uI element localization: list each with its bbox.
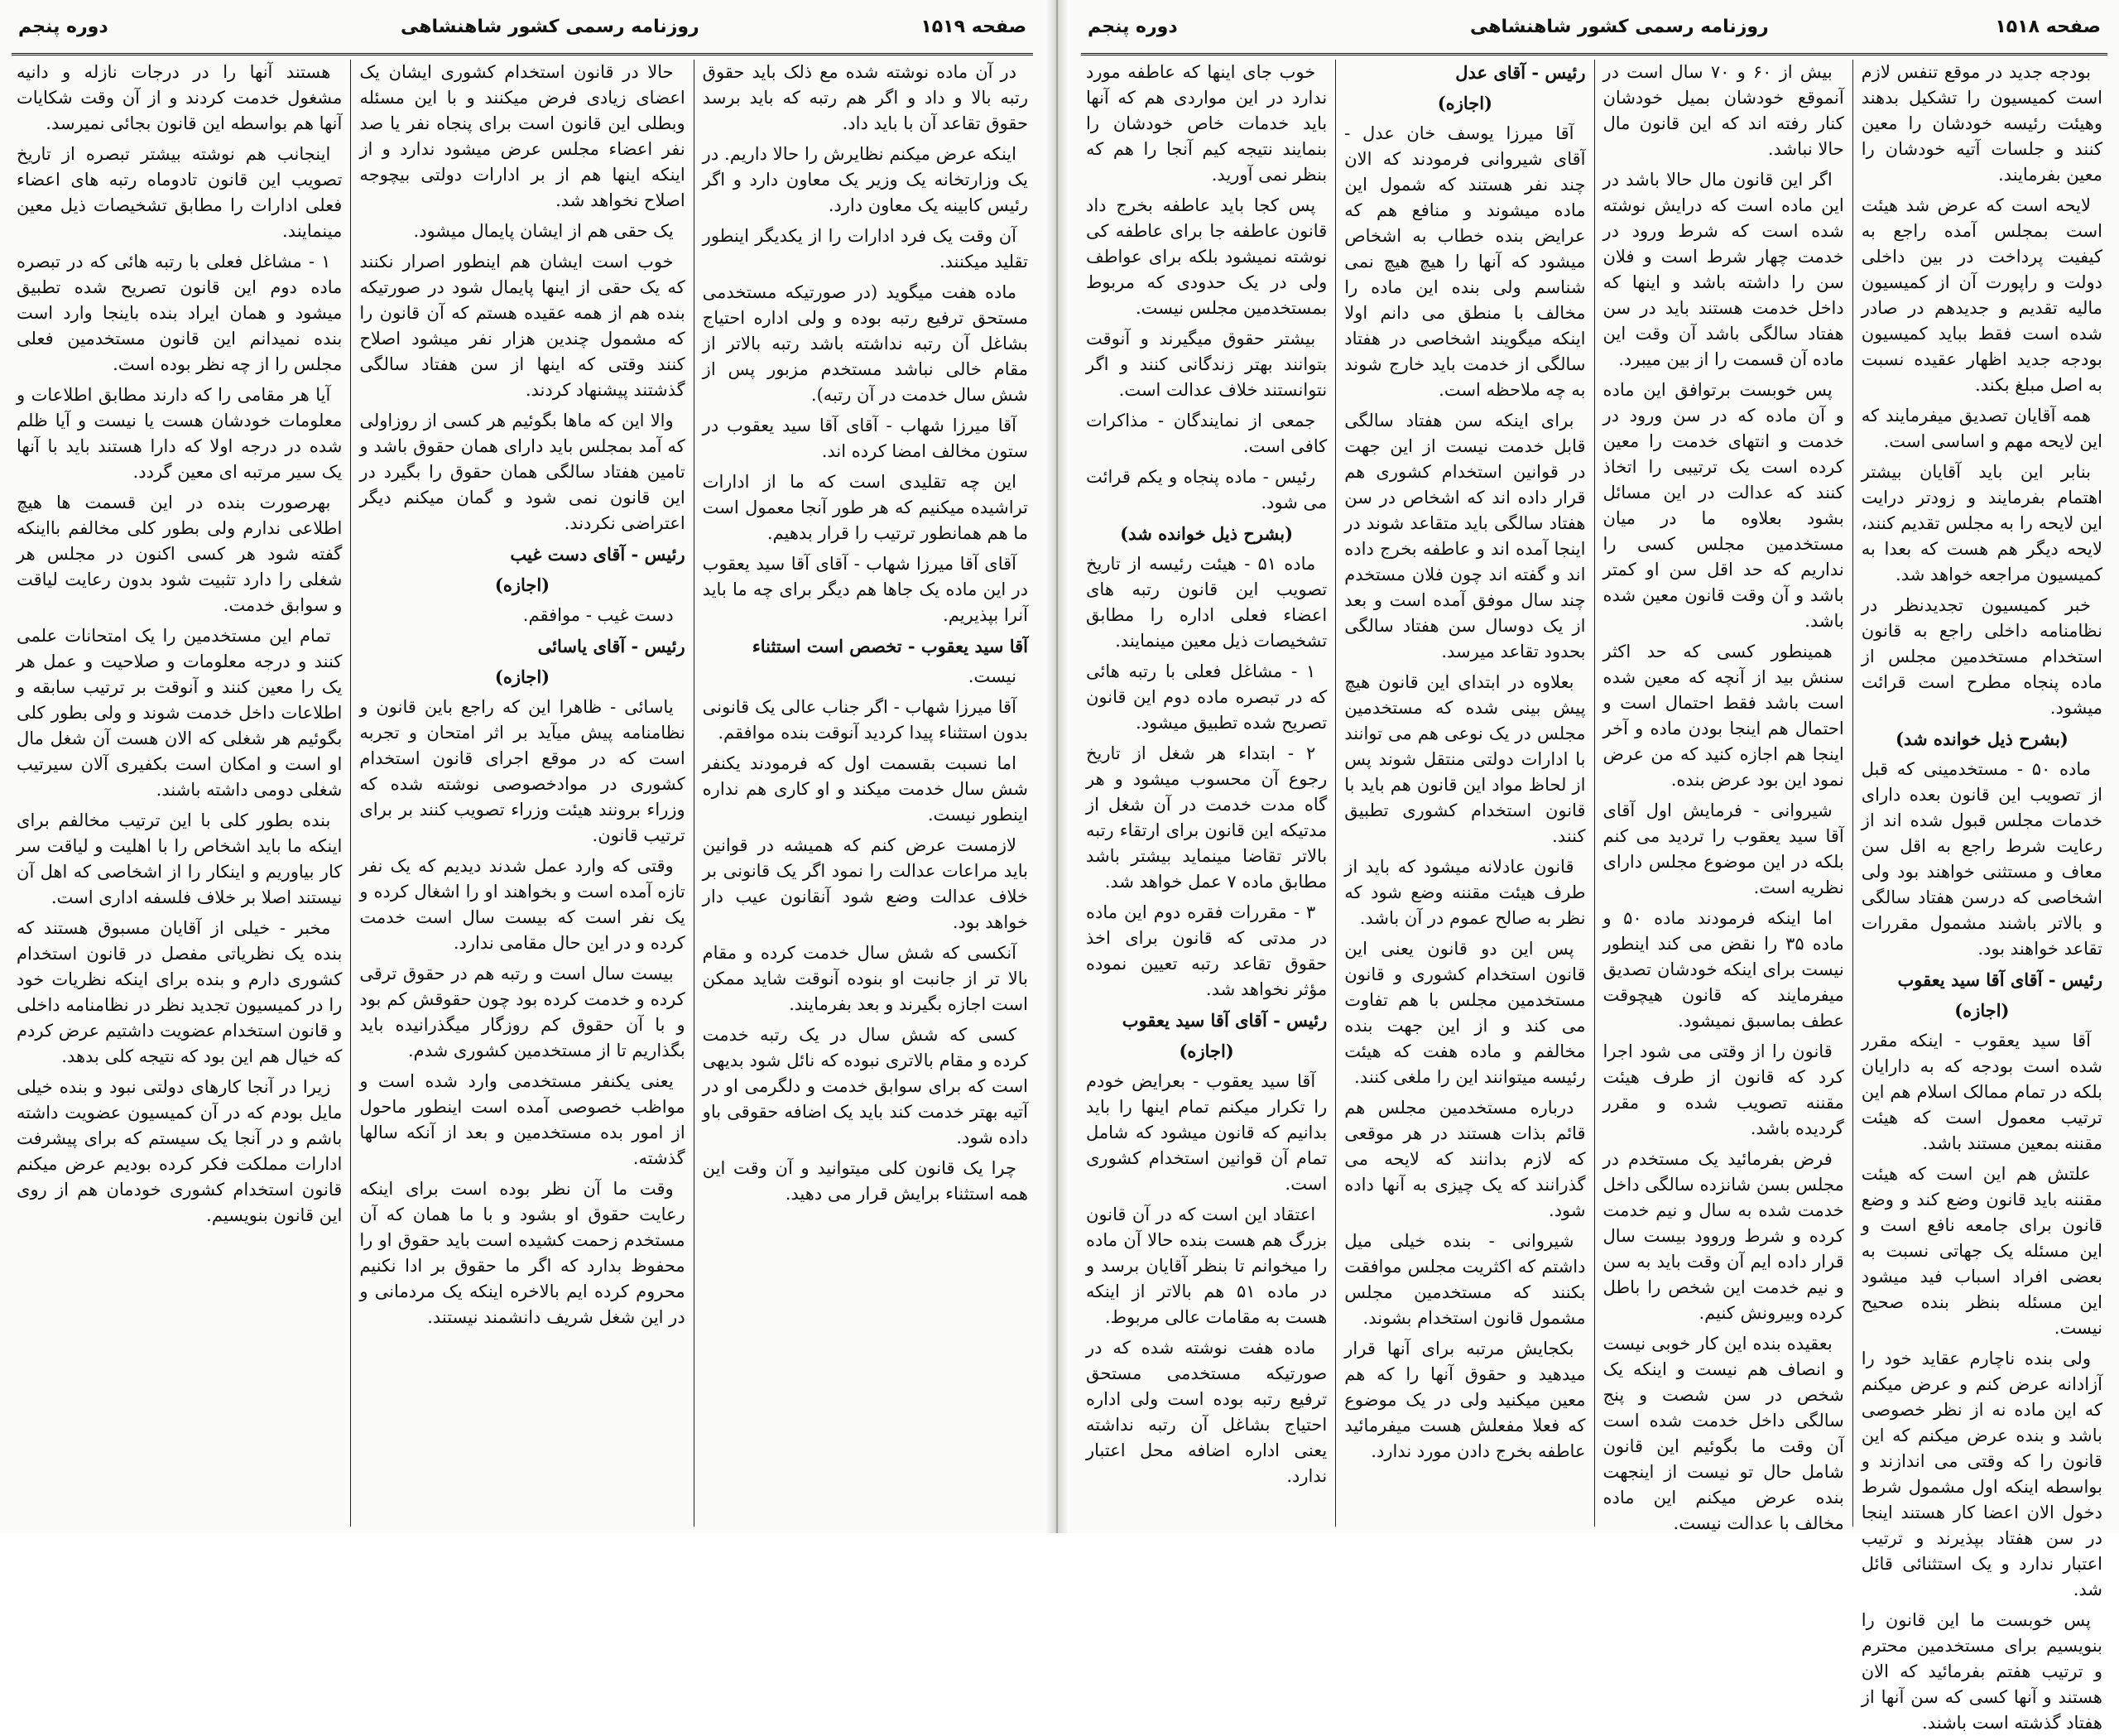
paragraph: آقا میرزا شهاب - اگر جناب عالی یک قانونی بدون استثناء پیدا کردید آنوقت بنده موافقم.	[702, 697, 1028, 743]
paragraph: جمعی از نمایندگان - مذاکرات کافی است.	[1086, 411, 1328, 456]
paragraph: هستند آنها را در درجات نازله و دانیه مشغول خدمت کردند و از آن وقت شکایات آنها هم بواسطه این قانون بجائی نمیرسد.	[17, 62, 343, 133]
paragraph: ۱ - مشاغل فعلی با رتبه هائی که در تبصره ماده دوم این قانون تصریح شده تطبیق میشود.	[1086, 661, 1328, 733]
speaker-line: رئیس - آقای یاسائی	[537, 636, 685, 656]
paragraph: پس خوبست برتوافق این ماده و آن ماده که در سن ورود در خدمت و انتهای خدمت را معین کرده است یک ترتیبی را اتخاذ کنند که عدالت در این مسائل بشود بعلاوه ما در میان مستخدمین مجلس کسی را نداریم که حد اقل سن او کمتر باشد و آن وقت قانون معین شده باشد.	[1602, 380, 1844, 631]
paragraph: یاسائی - ظاهرا این که راجع باین قانون و نظامنامه پیش میآید بر اثر امتحان و تجربه است که در موقع اجرای قانون استخدام کشوری در موادخصوصی نوشته شده که وزراء برونند هیئت وزراء تصویب کنند بر برای ترتیب قانون.	[359, 697, 685, 845]
paragraph: آیا هر مقامی را که دارند مطابق اطلاعات و معلومات خودشان هست یا نیست و آیا ظلم شده در درجه اولا که دارا هستند باید با آنها یک سیر مرتبه ای معین گردد.	[17, 385, 343, 482]
paragraph: اینکه عرض میکنم نظایرش را حالا داریم. در یک وزارتخانه یک وزیر یک معاون دارد و اگر رئیس کابینه یک معاون دارد.	[702, 144, 1028, 215]
permission-note: (اجازه)	[494, 666, 550, 687]
right-page-term: دوره پنجم	[1088, 17, 1178, 37]
paragraph: فرض بفرمائید یک مستخدم در مجلس بسن شانزده سالگی داخل خدمت شده به سال و نیم خدمت کرده و شرط وروود بیست سال قرار داده ایم آن وقت باید به سن و نیم خدمت این شخص را باطل کرده وبیرونش کنیم.	[1602, 1149, 1844, 1323]
paragraph: بهرصورت بنده در این قسمت ها هیچ اطلاعی ندارم ولی بطور کلی مخالفم بااینکه گفته شود هر کسی اکنون در مجلس هر شغلی را دارد تثبیت شود بدون رعایت لیاقت و سوابق خدمت.	[17, 493, 343, 615]
paragraph: ۱ - مشاغل فعلی با رتبه هائی که در تبصره ماده دوم این قانون تصریح شده تطبیق میشود و همان ایراد بنده باینجا وارد است بنده نمیدانم این قانون مستخدمین فعلی مجلس را از چه نظر بوده است.	[17, 252, 343, 374]
paragraph: کسی که شش سال در یک رتبه خدمت کرده و مقام بالاتری نبوده که نائل شود بدیهی است که برای سوابق خدمت و دلگرمی او در آتیه بهتر خدمت کند باید یک اضافه حقوقی باو داده شود.	[702, 1025, 1028, 1147]
paragraph: زیرا در آنجا کارهای دولتی نبود و بنده خیلی مایل بودم که در آن کمیسیون عضویت داشته باشم و در آنجا یک سیستم که برای پیشرفت ادارات مملکت فکر کرده بودیم عرض میکنم قانون استخدام کشوری خودمان هم از روی این قانون بنویسیم.	[17, 1077, 343, 1225]
read-note: (بشرح ذیل خوانده شد)	[1895, 729, 2069, 749]
paragraph: قانون عادلانه میشود که باید از طرف هیئت مقننه وضع شود که نظر به صالح عموم در آن باشد.	[1344, 857, 1586, 928]
paragraph: پس خوبست ما این قانون را بنویسیم برای مستخدمین محترم و ترتیب هفتم بفرمائید که الان هستند و آنها کسی که سن آنها از هفتاد گذشته است باشند.	[1861, 1610, 2102, 1733]
speaker-line: رئیس - آقای آقا سید یعقوب	[1122, 1010, 1328, 1031]
left-page-term: دوره پنجم	[18, 17, 108, 37]
right-page-column-3	[1335, 60, 1593, 1527]
paragraph: دست غیب - موافقم.	[522, 605, 674, 625]
speaker-line: رئیس - آقای عدل	[1455, 62, 1586, 83]
right-page-column-4	[1078, 60, 1335, 1527]
paragraph: همه آقایان تصدیق میفرمایند که این لایحه مهم و اساسی است.	[1861, 406, 2102, 451]
permission-note: (اجازه)	[494, 575, 550, 595]
paragraph: بودجه جدید در موقع تنفس لازم است کمیسیون را تشکیل بدهند وهیئت رئیسه خودشان را معین کنند و جلسات آتیه خودشان را معین بفرمایند.	[1861, 62, 2102, 185]
paragraph: تمام این مستخدمین را یک امتحانات علمی کنند و درجه معلومات و صلاحیت و عمل هر یک را معین کنند و آنوقت بر ترتیب سابقه و اطلاعات داخل خدمت شوند و ولی بطور کلی بگوئیم هر شغلی که الان هست آن شغل مال او است و امکان است بکفیری آلان سیرتیب شغلی دومی داشته باشند.	[17, 626, 343, 800]
paragraph: اعتقاد این است که در آن قانون بزرگ هم هست بنده حالا آن ماده را میخوانم تا بنظر آقایان برسد و در ماده ۵۱ هم بالاتر از اینکه هست به مقامات عالی مربوط.	[1086, 1205, 1328, 1327]
paragraph: این چه تقلیدی است که ما از ادارات تراشیده میکنیم که هر طور آنجا معمول است ما هم همانطور ترتیب را قرار بدهیم.	[702, 472, 1028, 543]
left-page-columns	[8, 60, 1036, 1527]
left-page-title: روزنامه رسمی کشور شاهنشاهی	[401, 17, 699, 37]
paragraph: بیشتر حقوق میگیرند و آنوقت بتوانند بهتر زندگانی کنند و اگر نتوانستند خلاف عدالت است.	[1086, 329, 1328, 400]
paragraph: ماده ۵۱ - هیئت رئیسه از تاریخ تصویب این قانون رتبه های اعضاء فعلی اداره را مطابق تشخیصات ذیل معین مینمایند.	[1086, 554, 1328, 651]
speaker-line: آقا سید یعقوب - تخصص است استثناء	[752, 636, 1028, 656]
speaker-line: رئیس - آقای دست غیب	[510, 544, 685, 565]
right-page-column-1	[1852, 60, 2111, 1733]
paragraph: آن وقت یک فرد ادارات را از یکدیگر اینطور تقلید میکنند.	[702, 226, 1028, 272]
paragraph: ۳ - مقررات فقره دوم این ماده در مدتی که قانون برای اخذ حقوق تقاعد رتبه تعیین نموده مؤثر نخواهد شد.	[1086, 902, 1328, 999]
paragraph: علتش هم این است که هیئت مقننه باید قانون وضع کند و وضع قانون برای جامعه نافع است و این مسئله یک جهاتی نسبت به بعضی افراد اسباب فید میشود این مسئله بنظر بنده صحیح نیست.	[1861, 1164, 2102, 1338]
paragraph: بیش از ۶۰ و ۷۰ سال است در آنموقع خودشان بمیل خودشان کنار رفته اند که این قانون مال حالا نباشد.	[1602, 62, 1844, 159]
paragraph: اما نسبت بقسمت اول که فرمودند یکنفر شش سال خدمت میکند و او کاری هم نداره اینطور نیست.	[702, 753, 1028, 825]
paragraph: آقا سید یعقوب - بعرایض خودم را تکرار میکنم تمام اینها را باید بدانیم که قانون میشود که شامل تمام آن قوانین استخدام کشوری است.	[1086, 1071, 1328, 1194]
paragraph: شیروانی - فرمایش اول آقای آقا سید یعقوب را تردید می کنم بلکه در این موضوع مجلس دارای نظریه است.	[1602, 801, 1844, 897]
paragraph: شیروانی - بنده خیلی میل داشتم که اکثریت مجلس موافقت بکنند که مستخدمین مجلس مشمول قانون استخدام بشوند.	[1344, 1231, 1586, 1328]
paragraph: پس این دو قانون یعنی این قانون استخدام کشوری و قانون مستخدمین مجلس با هم تفاوت می کند و از این جهت بنده مخالفم و ماده هفت که هیئت رئیسه میتوانند این را ملغی کنند.	[1344, 939, 1586, 1087]
paragraph: آنکسی که شش سال خدمت کرده و مقام بالا تر از جانبت او بنوده آنوقت شاید ممکن است اجازه بگیرند و بعد بفرمایند.	[702, 943, 1028, 1014]
speaker-line: رئیس - آقای آقا سید یعقوب	[1897, 969, 2102, 990]
paragraph: آقا میرزا یوسف خان عدل - آقای شیروانی فرمودند که الان چند نفر هستند که شمول این ماده میشوند و منافع هم که عرایض بنده خطاب به اشخاص میشود که آنها را هیچ هیچ نمی شناسم ولی بنده این ماده را مخالف با منطق می دانم اولا اینکه میگویند اشخاصی در هفتاد سالگی از خدمت باید خارج شوند به چه ملاحظه است.	[1344, 123, 1586, 400]
paragraph: نیست.	[968, 666, 1016, 686]
right-page	[1069, 0, 2119, 1733]
paragraph: مخبر - خیلی از آقایان مسبوق هستند که بنده یک نظریاتی مفصل در قانون استخدام کشوری دارم و بنده برای اینکه نظریات خود را در کمیسیون تجدید نظر در نظامنامه داخلی و قانون استخدام عضویت داشتیم عرض کردم که خیال هم این بود که نتیجه کلی بدهد.	[17, 918, 343, 1066]
left-page	[0, 0, 1045, 1533]
page-gutter	[1045, 0, 1069, 1533]
paragraph: ولی بنده ناچارم عقاید خود را آزادانه عرض کنم و عرض میکنم که این ماده نه از نظر خصوصی باشد و بنده عرض میکنم که این قانون را که وقتی می اندازند و بواسطه اینکه اول مشمول شرط دخول الان اعضا کار هستند اینجا در سن هفتاد بپذیرند و ترتیب اعتبار ندارد و یک استثنائی قائل شد.	[1861, 1349, 2102, 1599]
paragraph: در آن ماده نوشته شده مع ذلک باید حقوق رتبه بالا و داد و اگر هم رتبه که باید برسد حقوق تقاعد آن با باید داد.	[702, 62, 1028, 133]
paragraph: بعلاوه در ابتدای این قانون هیچ پیش بینی شده که مستخدمین مجلس در یک نوعی هم می توانند با ادارات دولتی منتقل شوند پس از لحاظ مواد این قانون هم باید با قانون استخدام کشوری تطبیق کنند.	[1344, 672, 1586, 846]
paragraph: وقتی که وارد عمل شدند دیدیم که یک نفر تازه آمده است و بخواهند او را اشغال کرده و یک نفر است که بیست سال است خدمت کرده و در این حال مقامی ندارد.	[359, 856, 685, 953]
paragraph: بعقیده بنده این کار خوبی نیست و انصاف هم نیست و اینکه یک شخص در سن شصت و پنج سالگی داخل خدمت شده است آن وقت ما بگوئیم این قانون شامل حال تو نیست از اینجهت بنده عرض میکنم این ماده مخالف با عدالت نیست.	[1602, 1334, 1844, 1533]
paragraph: آقا میرزا شهاب - آقای آقا سید یعقوب در ستون مخالف امضا کرده اند.	[702, 416, 1028, 461]
paragraph: حالا در قانون استخدام کشوری ایشان یک اعضای زیادی فرض میکنند و با این مسئله وبطلی این قانون است برای پنجاه نفر یا صد نفر اعضاء مجلس عرض میشود ندارد و از اینکه اینها هم از بر ادارات دولتی بیچوجه اصلاح نخواهد شد.	[359, 62, 685, 210]
paragraph: ماده هفت نوشته شده که در صورتیکه مستخدمی مستحق ترفیع رتبه بوده است ولی اداره احتیاج بشاغل آن رتبه نداشته یعنی اداره اضافه محل اعتبار ندارد.	[1086, 1338, 1328, 1486]
left-page-masthead	[12, 10, 1033, 55]
paragraph: بنابر این باید آقایان بیشتر اهتمام بفرمایند و زودتر درایت این لایحه را به مجلس تقدیم کنند، لایحه دیگر هم هست که بعدا به کمیسیون مراجعه خواهد شد.	[1861, 462, 2102, 584]
paragraph: اگر این قانون مال حالا باشد در این ماده است که درایش نوشته شده است که شرط ورود در خدمت چهار شرط است و فلان سن را داشته باشد و اینها که داخل خدمت هستند باید در سن هفتاد سالگی باشد آن وقت این ماده آن قسمت را از بین میبرد.	[1602, 170, 1844, 369]
paragraph: بیست سال است و رتبه هم در حقوق ترقی کرده و خدمت کرده بود چون حقوقش کم بود و با آن حقوق کم روزگار میگذرانیده باید بگذاریم تا از مستخدمین کشوری شدم.	[359, 964, 685, 1060]
paragraph: وقت ما آن نظر بوده است برای اینکه رعایت حقوق او بشود و با ما همان که آن مستخدم زحمت کشیده است باید حقوق او را محفوظ بدارد که اگر ما حقوق بر ادا نکنیم محروم کرده ایم بالاخره اینکه یک مردمانی و در این شغل شریف دانشمند نیستند.	[359, 1179, 685, 1327]
paragraph: خبر کمیسیون تجدیدنظر در نظامنامه داخلی راجع به قانون استخدام مستخدمین مجلس از ماده پنجاه مطرح است قرائت میشود.	[1861, 595, 2102, 718]
read-note: (بشرح ذیل خوانده شد)	[1120, 523, 1294, 544]
paragraph: یعنی یکنفر مستخدمی وارد شده است و مواظب خصوصی آمده است اینطور ماحول از امور بده مستخدمین و بعد از آنکه سالها گذشته.	[359, 1071, 685, 1168]
paragraph: درباره مستخدمین مجلس هم قائم بذات هستند در هر موقعی که لازم بدانند که لایحه می گذرانند که یک چیزی به آنها داده شود.	[1344, 1098, 1586, 1220]
left-page-number: صفحه ۱۵۱۹	[920, 17, 1026, 37]
paragraph: ماده ۵۰ - مستخدمینی که قبل از تصویب این قانون بعده دارای خدمات مجلس قبول شده اند از رعایت شرط راجع به اقل سن معاف و مستثنی خواهند بود ولی اشخاصی که درسن هفتاد سالگی و بالاتر باشند مشمول مقررات تقاعد خواهند بود.	[1861, 759, 2102, 959]
paragraph: بنده بطور کلی با این ترتیب مخالفم برای اینکه ما باید اشخاص را با اهلیت و لیاقت سر کار بیاوریم و اینکار را از اشخاصی که اهل آن نیستند اصلا بر خلاف فلسفه اداری است.	[17, 810, 343, 907]
permission-note: (اجازه)	[1179, 1041, 1234, 1061]
paragraph: لازمست عرض کنم که همیشه در قوانین باید مراعات عدالت را نمود اگر یک قانونی بر خلاف عدالت وضع شود آنقانون عیب دار خواهد بود.	[702, 835, 1028, 932]
paragraph: آقا سید یعقوب - اینکه مقرر شده است بودجه که به دارایان بلکه در تمام ممالک اسلام هم این ترتیب معمول است که هیئت مقننه بمعین مستند باشد.	[1861, 1031, 2102, 1153]
paragraph: یک حقی هم از ایشان پایمال میشود.	[413, 221, 674, 241]
permission-note: (اجازه)	[1437, 93, 1492, 113]
paragraph: والا این که ماها بگوئیم هر کسی از روزاولی که آمد بمجلس باید دارای همان حقوق باشد و تامین هفتاد سالگی همان حقوق را بگیرد در این قانون نمی شود و گمان میکنم دیگر اعتراضی نکردند.	[359, 411, 685, 533]
paragraph: چرا یک قانون کلی میتوانید و آن وقت این همه استثناء برایش قرار می دهید.	[702, 1158, 1028, 1204]
right-page-number: صفحه ۱۵۱۸	[1995, 17, 2101, 37]
right-page-masthead	[1081, 10, 2107, 55]
paragraph: پس کجا باید عاطفه بخرج داد قانون عاطفه جا برای عاطفه کی نوشته نمیشود بلکه برای عواطف ولی در یک حدودی که مربوط بمستخدمین مجلس نیست.	[1086, 195, 1328, 318]
paragraph: ماده هفت میگوید (در صورتیکه مستخدمی مستحق ترفیع رتبه بوده و ولی اداره احتیاج بشاغل آن رتبه نداشته باشد رتبه بالاتر از مقام خالی نباشد مستخدم مزبور پس از شش سال خدمت در آن رتبه).	[702, 282, 1028, 405]
right-page-columns	[1078, 60, 2111, 1733]
paragraph: لایحه است که عرض شد هیئت است بمجلس آمده راجع به کیفیت پرداخت در بین داخلی دولت و راپورت آن از کمیسیون مالیه تقدیم و جدیدهم در صادر شده است فقط بباید کمیسیون بودجه جدید اظهار عقیده نسبت به اصل مبلغ بکند.	[1861, 195, 2102, 395]
permission-note: (اجازه)	[1954, 1000, 2010, 1021]
paragraph: برای اینکه سن هفتاد سالگی قابل خدمت نیست از این جهت در قوانین استخدام کشوری هم قرار داده اند که اشخاص در سن هفتاد سالگی باید متقاعد شوند در اینجا آمده اند و عاطفه بخرج داده اند و گفته اند چون فلان مستخدم چند سال موفق آمده است و بعد از یک دوسال سن هفتاد سالگی بحدود تقاعد میرسد.	[1344, 411, 1586, 661]
right-page-column-2	[1594, 60, 1852, 1533]
right-page-title: روزنامه رسمی کشور شاهنشاهی	[1470, 17, 1769, 37]
paragraph: اینجانب هم نوشته بیشتر تبصره از تاریخ تصویب این قانون تادوماه رتبه های اعضاء فعلی ادارات را مطابق تشخیصات ذیل معین مینمایند.	[17, 144, 343, 241]
paragraph: ۲ - ابتداء هر شغل از تاریخ رجوع آن محسوب میشود و هر گاه مدت خدمت در آن شغل از مدتیکه این قانون برای ارتقاء رتبه بالاتر تقاضا مینماید بیشتر باشد مطابق ماده ۷ عمل خواهد شد.	[1086, 743, 1328, 892]
paragraph: آقای آقا میرزا شهاب - آقای آقا سید یعقوب در این ماده یک جاها هم دیگر برای چه ما باید آنرا بپذیریم.	[702, 554, 1028, 625]
paragraph: بکجایش مرتبه برای آنها قرار میدهید و حقوق آنها را که هم معین میکنید ولی در یک موضوع که فعلا مفعلش هست میفرمائید عاطفه بخرج دادن مورد ندارد.	[1344, 1339, 1586, 1461]
paragraph: خوب است ایشان هم اینطور اصرار نکنند که یک حقی از اینها پایمال شود در صورتیکه بنده هم از همه عقیده هستم که آن قانون را که مشمول چندین هزار نفر میشود اصلاح کنند وقتی که اینها از سن هفتاد سالگی گذشتند پیشنهاد کردند.	[359, 252, 685, 400]
paragraph: اما اینکه فرمودند ماده ۵۰ و ماده ۳۵ را نقض می کند اینطور نیست برای اینکه خودشان تصدیق میفرمایند که قانون هیچوقت عطف بماسبق نمیشود.	[1602, 908, 1844, 1031]
left-page-column-1	[694, 60, 1036, 1527]
paragraph: رئیس - ماده پنجاه و یکم قرائت می شود.	[1086, 467, 1328, 512]
left-page-column-2	[350, 60, 693, 1527]
left-page-column-3	[8, 60, 350, 1527]
paragraph: خوب جای اینها که عاطفه مورد ندارد در این مواردی هم که آنها باید خدمات خاص خودشان را بنمایند نتیجه کیم آنجا را هم که بنظر نمی آورید.	[1086, 62, 1328, 185]
paragraph: قانون را از وقتی می شود اجرا کرد که قانون از طرف هیئت مقننه تصویب شده و مقرر گردیده باشد.	[1602, 1041, 1844, 1138]
paragraph: همینطور کسی که حد اکثر سنش بید از آنچه که معین شده است باشد فقط احتمال است و احتمال هم اینجا بودن ماده و آخر اینجا هم اجازه کنید که من عرض نمود این بود عرض بنده.	[1602, 642, 1844, 790]
